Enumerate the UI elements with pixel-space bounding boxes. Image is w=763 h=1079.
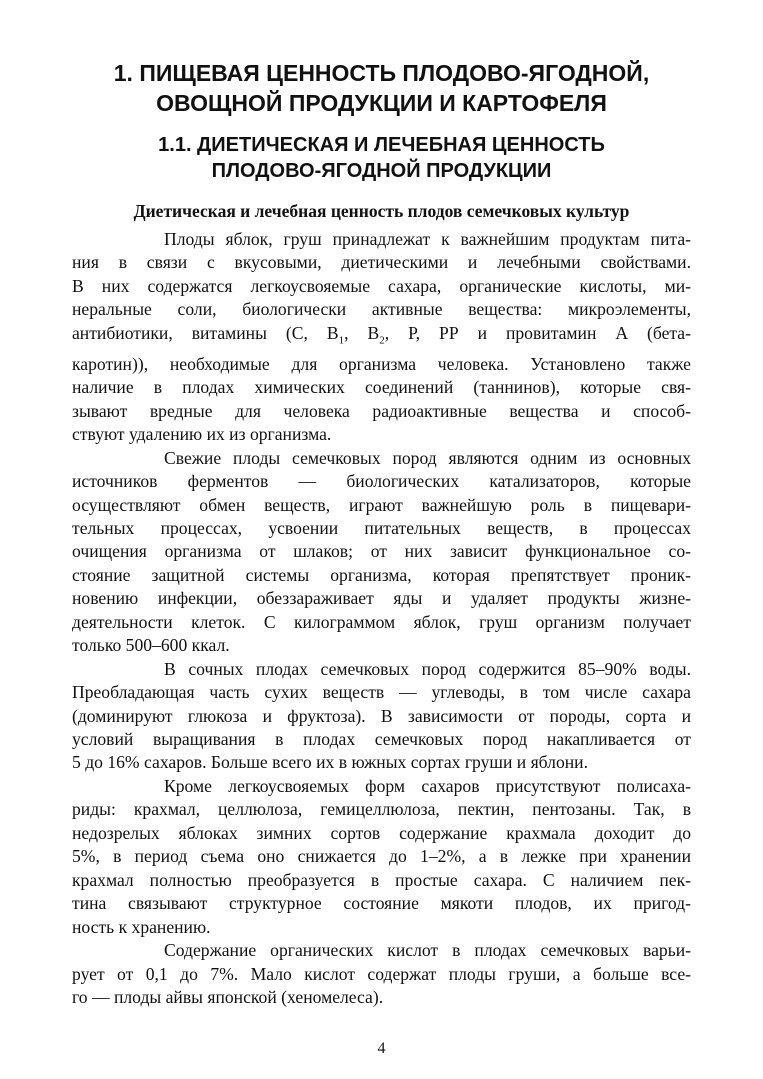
subsection-title: Диетическая и лечебная ценность плодов семечковых культур <box>133 201 630 221</box>
vitamin-subscript-1: 1 <box>338 334 345 347</box>
body-text <box>72 228 691 1009</box>
text-line: наличие в плодах химических соединений (таннинов), которые свя- <box>72 377 691 398</box>
section-title <box>60 132 703 184</box>
section-title-line-1: 1.1. ДИЕТИЧЕСКАЯ И ЛЕЧЕБНАЯ ЦЕННОСТЬ <box>158 134 605 156</box>
vitamin-text-after: , Р, РР и провитамин А (бета- <box>384 322 691 343</box>
paragraph <box>72 775 691 939</box>
text-line: неральные соли, биологически активные вещества: микроэлементы, <box>72 299 691 320</box>
text-line: Плоды яблок, груш принадлежат к важнейшим продуктам пита- <box>164 229 691 249</box>
text-line: крахмал полностью преобразуется в простые сахара. С наличием пек- <box>72 869 691 890</box>
text-line: деятельности клеток. С килограммом яблок, груш организм получает <box>72 611 691 632</box>
paragraph <box>72 658 691 775</box>
text-line: 5%, в период съема оно снижается до 1–2%, а в лежке при хранении <box>72 846 691 867</box>
text-line: тельных процессах, усвоении питательных веществ, в процессах <box>72 517 691 538</box>
paragraph <box>72 228 691 447</box>
paragraph <box>72 447 691 658</box>
text-line: только 500–600 ккал. <box>72 635 230 656</box>
paragraph <box>72 939 691 1009</box>
text-line: риды: крахмал, целлюлоза, гемицеллюлоза, пектин, пентозаны. Так, в <box>72 799 691 820</box>
text-line: зывают вредные для человека радиоактивные вещества и способ- <box>72 400 691 421</box>
text-line: го — плоды айвы японской (хеномелеса). <box>72 987 384 1008</box>
text-line: Кроме легкоусвояемых форм сахаров присутствуют полисаха- <box>164 775 691 796</box>
vitamin-text-mid: , В <box>344 322 380 343</box>
section-title-line-2: ПЛОДОВО-ЯГОДНОЙ ПРОДУКЦИИ <box>211 160 552 182</box>
text-line: осуществляют обмен веществ, играют важнейшую роль в пищевари- <box>72 494 691 515</box>
text-line: тина связывают структурное состояние мякоти плодов, их пригод- <box>72 893 691 914</box>
text-line: 5 до 16% сахаров. Больше всего их в южных сортах груши и яблони. <box>72 752 588 773</box>
text-line: стояние защитной системы организма, которая препятствует проник- <box>72 564 691 585</box>
text-line: В сочных плодах семечковых пород содержится 85–90% воды. <box>164 658 691 679</box>
vitamin-text-before: антибиотики, витамины (С, В <box>72 322 339 343</box>
text-line: условий выращивания в плодах семечковых пород накапливается от <box>72 729 691 750</box>
text-line: ность к хранению. <box>72 916 211 937</box>
chapter-title <box>40 58 723 118</box>
text-line: Свежие плоды семечковых пород являются одним из основных <box>164 447 691 468</box>
vitamin-subscript-2: 2 <box>379 334 385 347</box>
text-line: новению инфекции, обеззараживает яды и удаляет продукты жизне- <box>72 588 691 609</box>
text-line: Содержание органических кислот в плодах семечковых варьи- <box>164 940 691 961</box>
text-line: В них содержатся легкоусвояемые сахара, органические кислоты, ми- <box>72 275 691 296</box>
text-line: Преобладающая часть сухих веществ — углеводы, в том числе сахара <box>72 682 691 703</box>
text-line: ния в связи с вкусовыми, диетическими и лечебными свойствами. <box>72 252 691 273</box>
text-line-vitamins-formatted <box>72 322 691 353</box>
text-line: рует от 0,1 до 7%. Мало кислот содержат плоды груши, а больше все- <box>72 963 691 984</box>
text-line: источников ферментов — биологических катализаторов, которые <box>72 471 691 492</box>
text-line: недозрелых яблоках зимних сортов содержание крахмала доходит до <box>72 822 691 843</box>
text-line: ствуют удалению их из организма. <box>72 424 332 445</box>
text-line: очищения организма от шлаков; от них зависит функциональное со- <box>72 541 691 562</box>
text-line: каротин)), необходимые для организма человека. Установлено также <box>72 353 691 374</box>
text-line: (доминируют глюкоза и фруктоза). В зависимости от породы, сорта и <box>72 705 691 726</box>
page-number: 4 <box>377 1040 386 1057</box>
chapter-title-line-1: 1. ПИЩЕВАЯ ЦЕННОСТЬ ПЛОДОВО-ЯГОДНОЙ, <box>113 60 650 86</box>
chapter-title-line-2: ОВОЩНОЙ ПРОДУКЦИИ И КАРТОФЕЛЯ <box>156 90 607 116</box>
